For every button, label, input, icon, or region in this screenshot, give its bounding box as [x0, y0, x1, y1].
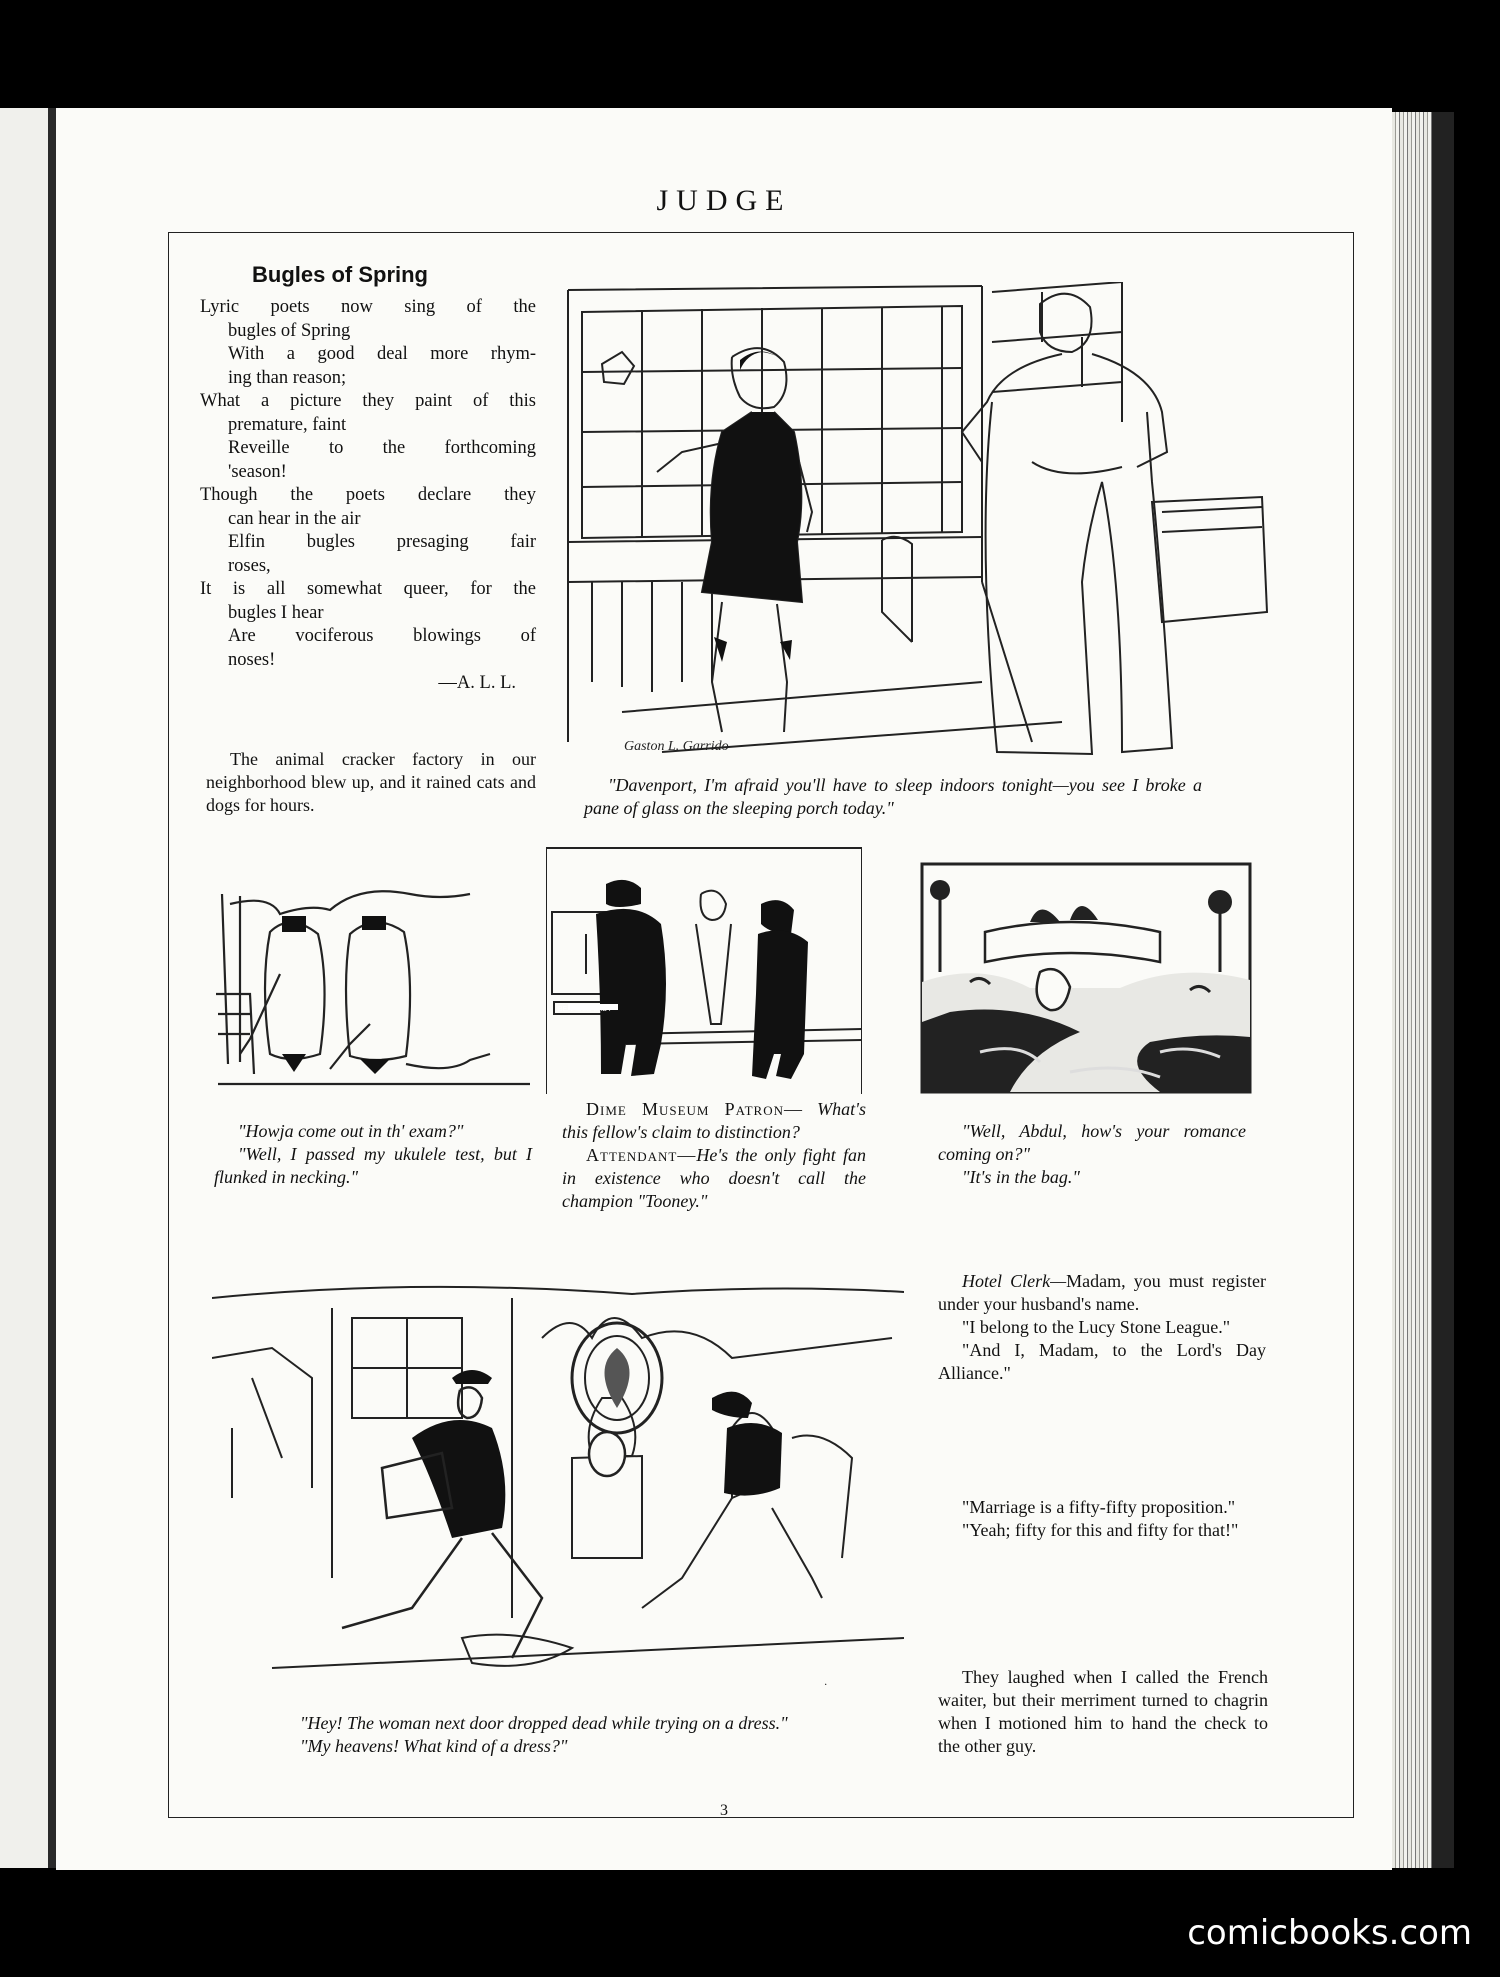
joke-marriage: "Marriage is a fifty-fifty proposition." "Yeah; fifty for this and fifty for that!"	[962, 1497, 1239, 1540]
poem-title: Bugles of Spring	[252, 262, 428, 287]
poem-line: Elfin bugles presaging fair	[228, 532, 536, 552]
cartoon-howja-illustration	[210, 864, 534, 1096]
cartoon-dime-museum-illustration	[546, 844, 862, 1096]
poem-line: premature, faint	[228, 414, 347, 435]
poem-line: Though the poets declare they	[200, 485, 536, 505]
poem-line: 'season!	[228, 461, 287, 482]
poem-line: Are vociferous blowings of	[228, 626, 536, 646]
speaker-patron: Dime Museum Patron—	[586, 1099, 803, 1119]
cartoon-abdul-illustration	[920, 862, 1252, 1094]
artist-signature: Gaston L. Garrido	[624, 739, 729, 754]
running-header: JUDGE	[656, 184, 792, 217]
poem-body	[200, 296, 536, 696]
cartoon-davenport-illustration	[562, 282, 1274, 768]
poem-line: What a picture they paint of this	[200, 391, 536, 411]
svg-text:·: ·	[824, 1677, 827, 1691]
cartoon-dime-museum-caption: Dime Museum Patron— What's this fellow's claim to distinction? Attendant—He's the only fight fan in existence who doesn't call the champion "Tooney."	[562, 1099, 867, 1211]
cartoon-howja-caption: "Howja come out in th' exam?" "Well, I passed my ukulele test, but I flunked in necking."	[214, 1121, 532, 1187]
cartoon-dress-caption: "Hey! The woman next door dropped dead while trying on a dress." "My heavens! What kind of a dress?"	[300, 1713, 788, 1756]
joke-animal-cracker: The animal cracker factory in our neighborhood blew up, and it rained cats and dogs for hours.	[206, 749, 536, 815]
poem-line: roses,	[228, 555, 271, 576]
watermark: comicbooks.com	[1187, 1913, 1472, 1953]
poem-line: noses!	[228, 649, 276, 670]
cartoon-abdul-caption: "Well, Abdul, how's your romance coming on?" "It's in the bag."	[938, 1121, 1246, 1187]
poem-line: Reveille to the forthcoming	[228, 438, 536, 458]
bearded-lady-sign: BEARDED LADY	[558, 1006, 613, 1013]
joke-hotel-clerk: Hotel Clerk—Madam, you must register under your husband's name. "I belong to the Lucy Stone League." "And I, Madam, to the Lord's Day Alliance."	[938, 1271, 1266, 1383]
poem-line: Lyric poets now sing of the	[200, 297, 536, 317]
page-number: 3	[720, 1802, 728, 1819]
speaker-hotel-clerk: Hotel Clerk—	[962, 1271, 1067, 1291]
poem-line: bugles I hear	[228, 602, 324, 623]
poem-line: bugles of Spring	[228, 320, 351, 341]
poem-line: It is all somewhat queer, for the	[200, 579, 536, 599]
poem-line: can hear in the air	[228, 508, 361, 529]
page-stack-edges	[1392, 112, 1454, 1868]
facing-page-edge	[0, 108, 56, 1868]
speaker-attendant: Attendant—	[586, 1145, 697, 1165]
poem-signature: —A. L. L.	[438, 673, 516, 693]
cartoon-dress-illustration	[212, 1278, 904, 1702]
poem-line: ing than reason;	[228, 367, 347, 388]
cartoon-davenport-caption: "Davenport, I'm afraid you'll have to sleep indoors tonight—you see I broke a pane of glass on the sleeping porch today."	[584, 775, 1202, 818]
poem-line: With a good deal more rhym-	[228, 344, 536, 364]
joke-french-waiter: They laughed when I called the French waiter, but their merriment turned to chagrin when I motioned him to hand the check to the other guy.	[938, 1667, 1268, 1756]
